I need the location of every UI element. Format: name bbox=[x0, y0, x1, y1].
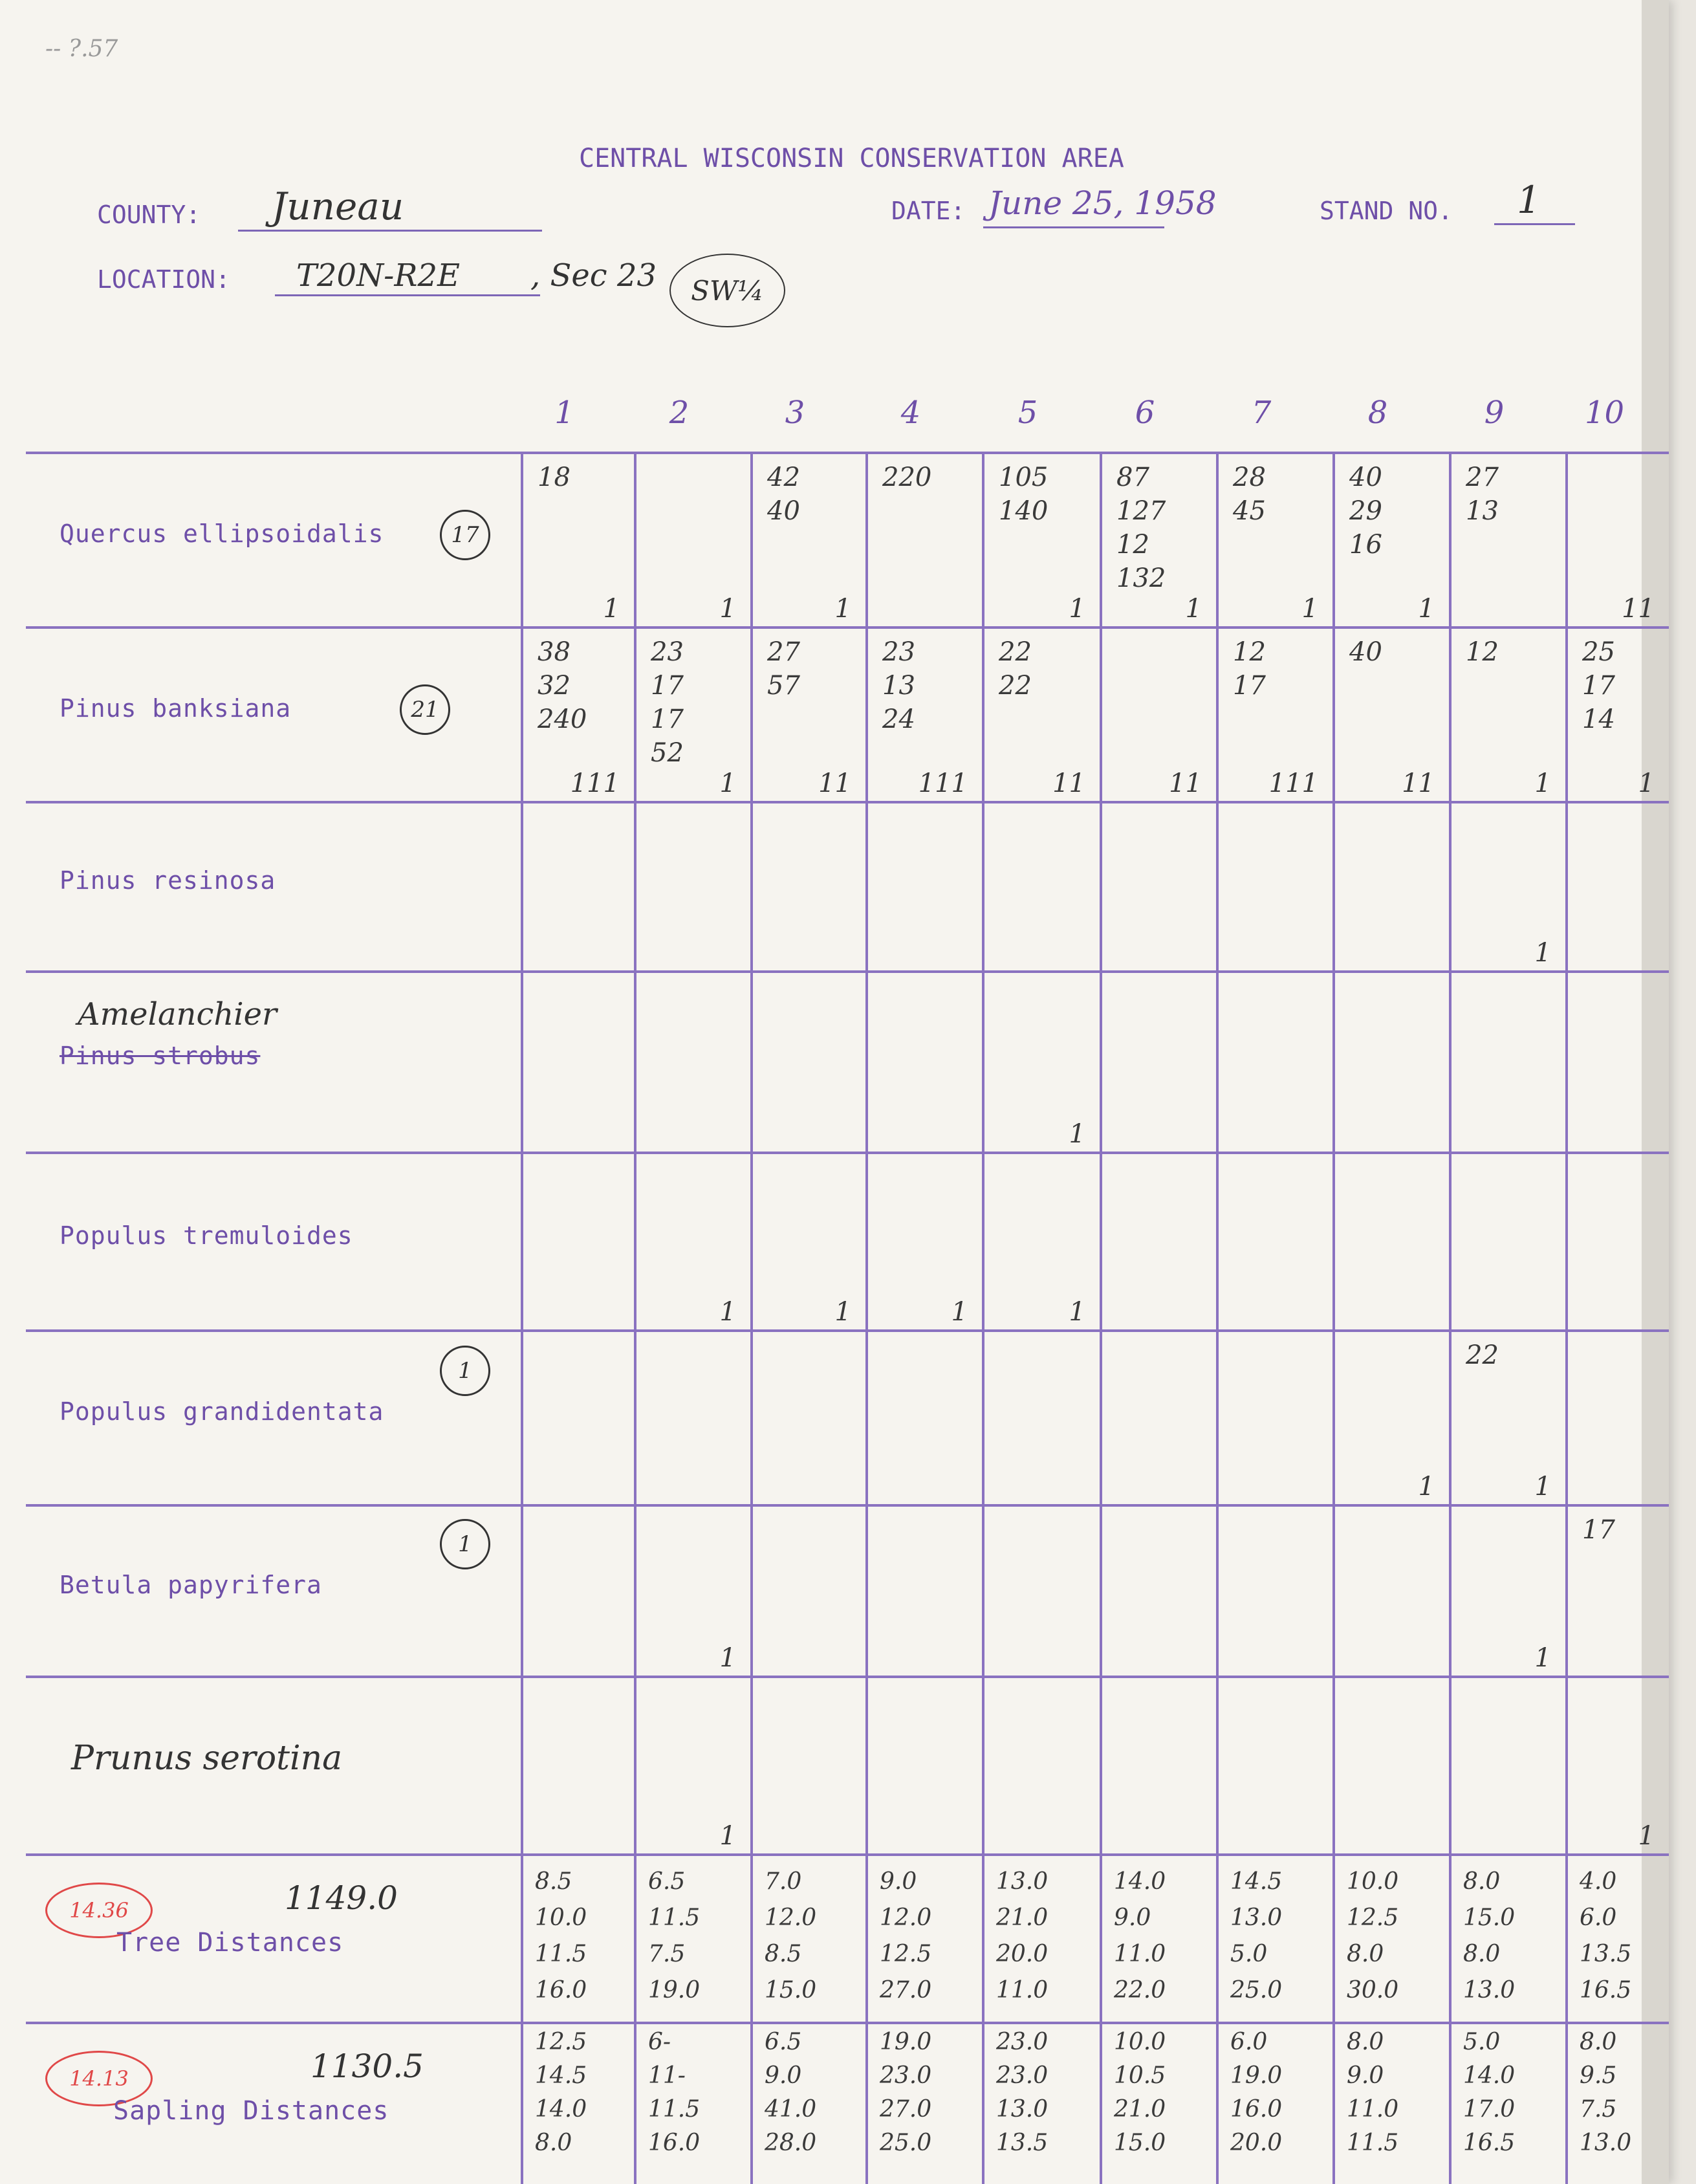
sapling-distances-cell bbox=[521, 2022, 634, 2184]
tally-cell bbox=[1216, 1676, 1332, 1853]
diameter-values: 87 127 12 132 bbox=[1116, 463, 1166, 593]
date-underline bbox=[983, 226, 1164, 228]
tally-cell bbox=[521, 970, 634, 1152]
tally-cell bbox=[1565, 1329, 1669, 1504]
sapling-distances-circled-average: 14.13 bbox=[45, 2051, 153, 2106]
column-number: 7 bbox=[1251, 395, 1272, 431]
species-label: Betula papyrifera bbox=[60, 1570, 322, 1599]
tally-cell bbox=[521, 1676, 634, 1853]
tally-marks: 1 bbox=[1534, 938, 1551, 968]
tally-cell bbox=[1216, 1504, 1332, 1676]
tally-cell bbox=[982, 452, 1100, 626]
tally-cell bbox=[982, 1329, 1100, 1504]
tally-cell bbox=[521, 452, 634, 626]
stand-label: STAND NO. bbox=[1320, 197, 1453, 225]
tree-distances-values: 6.5 11.5 7.5 19.0 bbox=[648, 1868, 701, 2004]
tally-cell bbox=[1565, 1676, 1669, 1853]
diameter-values: 40 29 16 bbox=[1349, 463, 1382, 560]
sapling-distances-cell bbox=[1565, 2022, 1669, 2184]
tally-cell bbox=[750, 1676, 865, 1853]
species-count-circle: 17 bbox=[440, 510, 490, 560]
tally-cell bbox=[1449, 626, 1565, 801]
column-number: 8 bbox=[1367, 395, 1388, 431]
column-number: 4 bbox=[900, 395, 921, 431]
tree-distances-label: Tree Distances bbox=[116, 1928, 344, 1958]
tally-cell bbox=[750, 626, 865, 801]
tally-marks: 1 bbox=[719, 594, 736, 624]
tally-marks: 1 bbox=[1418, 594, 1435, 624]
tree-distances-cell bbox=[634, 1853, 750, 2022]
tally-cell bbox=[1332, 452, 1449, 626]
species-label: Pinus strobus bbox=[60, 1042, 261, 1070]
tree-distances-cell bbox=[982, 1853, 1100, 2022]
county-value: Juneau bbox=[272, 184, 404, 228]
tree-distances-values: 14.5 13.0 5.0 25.0 bbox=[1230, 1868, 1283, 2004]
tally-cell bbox=[750, 1329, 865, 1504]
species-label: Populus grandidentata bbox=[60, 1397, 384, 1426]
tally-marks: 1 bbox=[1069, 594, 1085, 624]
tally-marks: 11 bbox=[1402, 769, 1435, 798]
tree-distances-circled-average: 14.36 bbox=[45, 1883, 153, 1938]
tally-cell bbox=[1449, 1504, 1565, 1676]
tally-cell bbox=[634, 1152, 750, 1329]
diameter-values: 38 32 240 bbox=[538, 637, 587, 734]
tally-cell bbox=[1565, 970, 1669, 1152]
tally-cell bbox=[1449, 452, 1565, 626]
tally-cell bbox=[865, 452, 982, 626]
location-value: T20N-R2E bbox=[296, 257, 461, 294]
tally-cell bbox=[1216, 970, 1332, 1152]
tree-distances-cell bbox=[750, 1853, 865, 2022]
tally-cell bbox=[634, 452, 750, 626]
tree-distances-cell bbox=[1565, 1853, 1669, 2022]
diameter-values: 42 40 bbox=[767, 463, 800, 526]
tally-cell bbox=[1449, 801, 1565, 970]
tree-distances-values: 7.0 12.0 8.5 15.0 bbox=[765, 1868, 817, 2004]
tally-cell bbox=[1332, 1152, 1449, 1329]
tally-cell bbox=[865, 1504, 982, 1676]
tally-cell bbox=[750, 1504, 865, 1676]
stand-value: 1 bbox=[1517, 178, 1541, 222]
tally-marks: 1 bbox=[1534, 1472, 1551, 1502]
sapling-distances-values: 19.0 23.0 27.0 25.0 bbox=[880, 2029, 932, 2156]
tree-distances-cell bbox=[865, 1853, 982, 2022]
tally-cell bbox=[634, 970, 750, 1152]
location-label: LOCATION: bbox=[97, 265, 230, 294]
tally-marks: 11 bbox=[1169, 769, 1202, 798]
tally-marks: 1 bbox=[603, 594, 620, 624]
diameter-values: 23 13 24 bbox=[882, 637, 915, 734]
date-label: DATE: bbox=[891, 197, 966, 225]
sapling-distances-cell bbox=[982, 2022, 1100, 2184]
tally-marks: 1 bbox=[951, 1297, 968, 1327]
tally-marks: 111 bbox=[1268, 769, 1318, 798]
tally-cell bbox=[1216, 1152, 1332, 1329]
tally-cell bbox=[982, 626, 1100, 801]
tree-distances-cell bbox=[1449, 1853, 1565, 2022]
species-label: Quercus ellipsoidalis bbox=[60, 519, 384, 548]
species-label: Prunus serotina bbox=[71, 1738, 343, 1778]
tally-marks: 11 bbox=[1052, 769, 1085, 798]
tree-distances-values: 9.0 12.0 12.5 27.0 bbox=[880, 1868, 932, 2004]
diameter-values: 40 bbox=[1349, 637, 1382, 667]
tally-cell bbox=[865, 801, 982, 970]
tree-distances-values: 8.0 15.0 8.0 13.0 bbox=[1463, 1868, 1516, 2004]
tally-marks: 1 bbox=[719, 1821, 736, 1851]
tally-marks: 1 bbox=[1301, 594, 1318, 624]
sapling-distances-cell bbox=[1449, 2022, 1565, 2184]
tally-cell bbox=[1100, 1504, 1216, 1676]
diameter-values: 17 bbox=[1582, 1515, 1615, 1545]
diameter-values: 22 bbox=[1466, 1340, 1499, 1370]
tally-cell bbox=[634, 626, 750, 801]
sapling-distances-values: 12.5 14.5 14.0 8.0 bbox=[535, 2029, 587, 2156]
tally-cell bbox=[1565, 1504, 1669, 1676]
stand-underline bbox=[1494, 223, 1575, 225]
tally-marks: 1 bbox=[1069, 1297, 1085, 1327]
species-label: Populus tremuloides bbox=[60, 1221, 353, 1250]
sapling-distances-values: 6- 11- 11.5 16.0 bbox=[648, 2029, 701, 2156]
tally-cell bbox=[982, 970, 1100, 1152]
tally-cell bbox=[982, 801, 1100, 970]
tally-cell bbox=[1100, 1329, 1216, 1504]
tally-cell bbox=[982, 1504, 1100, 1676]
tally-cell bbox=[1449, 1152, 1565, 1329]
tally-marks: 11 bbox=[1622, 594, 1655, 624]
diameter-values: 220 bbox=[882, 463, 932, 492]
species-label: Pinus banksiana bbox=[60, 694, 292, 723]
tally-marks: 1 bbox=[1534, 1643, 1551, 1673]
location-underline bbox=[275, 294, 540, 296]
date-value: June 25, 1958 bbox=[988, 184, 1217, 222]
sapling-distances-cell bbox=[750, 2022, 865, 2184]
tally-cell bbox=[521, 1504, 634, 1676]
tally-cell bbox=[750, 452, 865, 626]
tally-cell bbox=[982, 1152, 1100, 1329]
tally-marks: 1 bbox=[834, 594, 851, 624]
column-number: 9 bbox=[1484, 395, 1505, 431]
column-number: 3 bbox=[785, 395, 805, 431]
diameter-values: 27 57 bbox=[767, 637, 800, 701]
diameter-values: 12 bbox=[1466, 637, 1499, 667]
tally-marks: 11 bbox=[818, 769, 851, 798]
species-count-circle: 1 bbox=[440, 1346, 490, 1396]
tally-cell bbox=[865, 626, 982, 801]
form-title: CENTRAL WISCONSIN CONSERVATION AREA bbox=[579, 144, 1124, 173]
tally-cell bbox=[865, 1329, 982, 1504]
tally-cell bbox=[1216, 801, 1332, 970]
species-count-circle: 21 bbox=[400, 684, 450, 735]
tally-cell bbox=[521, 1152, 634, 1329]
tally-marks: 1 bbox=[834, 1297, 851, 1327]
tally-cell bbox=[865, 1152, 982, 1329]
tree-distances-values: 10.0 12.5 8.0 30.0 bbox=[1347, 1868, 1399, 2004]
diameter-values: 27 13 bbox=[1466, 463, 1499, 526]
diameter-values: 22 22 bbox=[999, 637, 1032, 701]
diameter-values: 105 140 bbox=[999, 463, 1049, 526]
tally-cell bbox=[1449, 970, 1565, 1152]
tally-marks: 1 bbox=[1418, 1472, 1435, 1502]
tree-distances-cell bbox=[521, 1853, 634, 2022]
tree-distances-cell bbox=[1216, 1853, 1332, 2022]
tally-cell bbox=[634, 1504, 750, 1676]
tally-cell bbox=[1100, 452, 1216, 626]
tally-marks: 1 bbox=[1185, 594, 1202, 624]
tally-marks: 111 bbox=[918, 769, 968, 798]
tally-marks: 1 bbox=[719, 769, 736, 798]
tally-cell bbox=[1332, 1676, 1449, 1853]
corner-mark: -- ?.57 bbox=[45, 36, 118, 62]
diameter-values: 23 17 17 52 bbox=[651, 637, 684, 768]
sapling-distances-cell bbox=[1100, 2022, 1216, 2184]
sapling-distances-values: 8.0 9.5 7.5 13.0 bbox=[1580, 2029, 1632, 2156]
tally-marks: 1 bbox=[1638, 769, 1655, 798]
sapling-distances-label: Sapling Distances bbox=[113, 2096, 389, 2126]
sapling-distances-total: 1130.5 bbox=[310, 2047, 424, 2085]
tree-distances-values: 4.0 6.0 13.5 16.5 bbox=[1580, 1868, 1632, 2004]
tally-cell bbox=[1449, 1329, 1565, 1504]
tally-cell bbox=[1565, 626, 1669, 801]
tally-cell bbox=[1332, 1329, 1449, 1504]
tally-cell bbox=[1100, 1676, 1216, 1853]
tally-cell bbox=[634, 801, 750, 970]
tally-cell bbox=[1216, 452, 1332, 626]
location-section: , Sec 23 bbox=[530, 257, 657, 294]
tally-cell bbox=[750, 1152, 865, 1329]
tally-cell bbox=[865, 970, 982, 1152]
tree-distances-cell bbox=[1332, 1853, 1449, 2022]
sapling-distances-values: 10.0 10.5 21.0 15.0 bbox=[1114, 2029, 1166, 2156]
tally-cell bbox=[865, 1676, 982, 1853]
tally-cell bbox=[750, 801, 865, 970]
tally-cell bbox=[521, 801, 634, 970]
sapling-distances-values: 6.0 19.0 16.0 20.0 bbox=[1230, 2029, 1283, 2156]
tally-cell bbox=[634, 1676, 750, 1853]
tree-distances-values: 13.0 21.0 20.0 11.0 bbox=[996, 1868, 1049, 2004]
tree-distances-values: 8.5 10.0 11.5 16.0 bbox=[535, 1868, 587, 2004]
tally-marks: 111 bbox=[570, 769, 620, 798]
tally-cell bbox=[1565, 452, 1669, 626]
tally-marks: 1 bbox=[1638, 1821, 1655, 1851]
column-number: 2 bbox=[669, 395, 690, 431]
tally-cell bbox=[521, 626, 634, 801]
tally-marks: 1 bbox=[719, 1643, 736, 1673]
tree-distances-total: 1149.0 bbox=[285, 1879, 398, 1917]
column-number: 5 bbox=[1017, 395, 1038, 431]
county-label: COUNTY: bbox=[97, 201, 201, 229]
tally-cell bbox=[521, 1329, 634, 1504]
tally-cell bbox=[1216, 1329, 1332, 1504]
sapling-distances-values: 23.0 23.0 13.0 13.5 bbox=[996, 2029, 1049, 2156]
county-underline bbox=[238, 230, 542, 232]
tally-cell bbox=[1332, 1504, 1449, 1676]
location-circled-quarter bbox=[669, 254, 785, 327]
tally-marks: 1 bbox=[1069, 1119, 1085, 1149]
tally-cell bbox=[1332, 970, 1449, 1152]
tree-distances-cell bbox=[1100, 1853, 1216, 2022]
column-number: 6 bbox=[1135, 395, 1155, 431]
tally-cell bbox=[1565, 801, 1669, 970]
sapling-distances-cell bbox=[1332, 2022, 1449, 2184]
sapling-distances-cell bbox=[634, 2022, 750, 2184]
tally-cell bbox=[982, 1676, 1100, 1853]
tally-marks: 1 bbox=[719, 1297, 736, 1327]
tally-cell bbox=[1100, 801, 1216, 970]
species-label: Pinus resinosa bbox=[60, 866, 276, 895]
diameter-values: 25 17 14 bbox=[1582, 637, 1615, 734]
column-number: 1 bbox=[554, 395, 574, 431]
sapling-distances-cell bbox=[1216, 2022, 1332, 2184]
tally-marks: 1 bbox=[1534, 769, 1551, 798]
sapling-distances-cell bbox=[865, 2022, 982, 2184]
tally-cell bbox=[1449, 1676, 1565, 1853]
species-count-circle: 1 bbox=[440, 1519, 490, 1569]
diameter-values: 12 17 bbox=[1233, 637, 1266, 701]
tally-cell bbox=[750, 970, 865, 1152]
tally-cell bbox=[1216, 626, 1332, 801]
sapling-distances-values: 5.0 14.0 17.0 16.5 bbox=[1463, 2029, 1516, 2156]
tally-cell bbox=[1100, 626, 1216, 801]
tree-distances-values: 14.0 9.0 11.0 22.0 bbox=[1114, 1868, 1166, 2004]
tally-cell bbox=[1332, 801, 1449, 970]
tally-cell bbox=[634, 1329, 750, 1504]
tally-cell bbox=[1565, 1152, 1669, 1329]
species-replacement-label: Amelanchier bbox=[78, 996, 277, 1032]
tally-cell bbox=[1332, 626, 1449, 801]
diameter-values: 18 bbox=[538, 463, 571, 492]
sapling-distances-values: 8.0 9.0 11.0 11.5 bbox=[1347, 2029, 1399, 2156]
sapling-distances-values: 6.5 9.0 41.0 28.0 bbox=[765, 2029, 817, 2156]
tally-cell bbox=[1100, 1152, 1216, 1329]
column-number: 10 bbox=[1585, 395, 1625, 431]
diameter-values: 28 45 bbox=[1233, 463, 1266, 526]
tally-cell bbox=[1100, 970, 1216, 1152]
location-quarter-text: SW¼ bbox=[691, 274, 764, 307]
